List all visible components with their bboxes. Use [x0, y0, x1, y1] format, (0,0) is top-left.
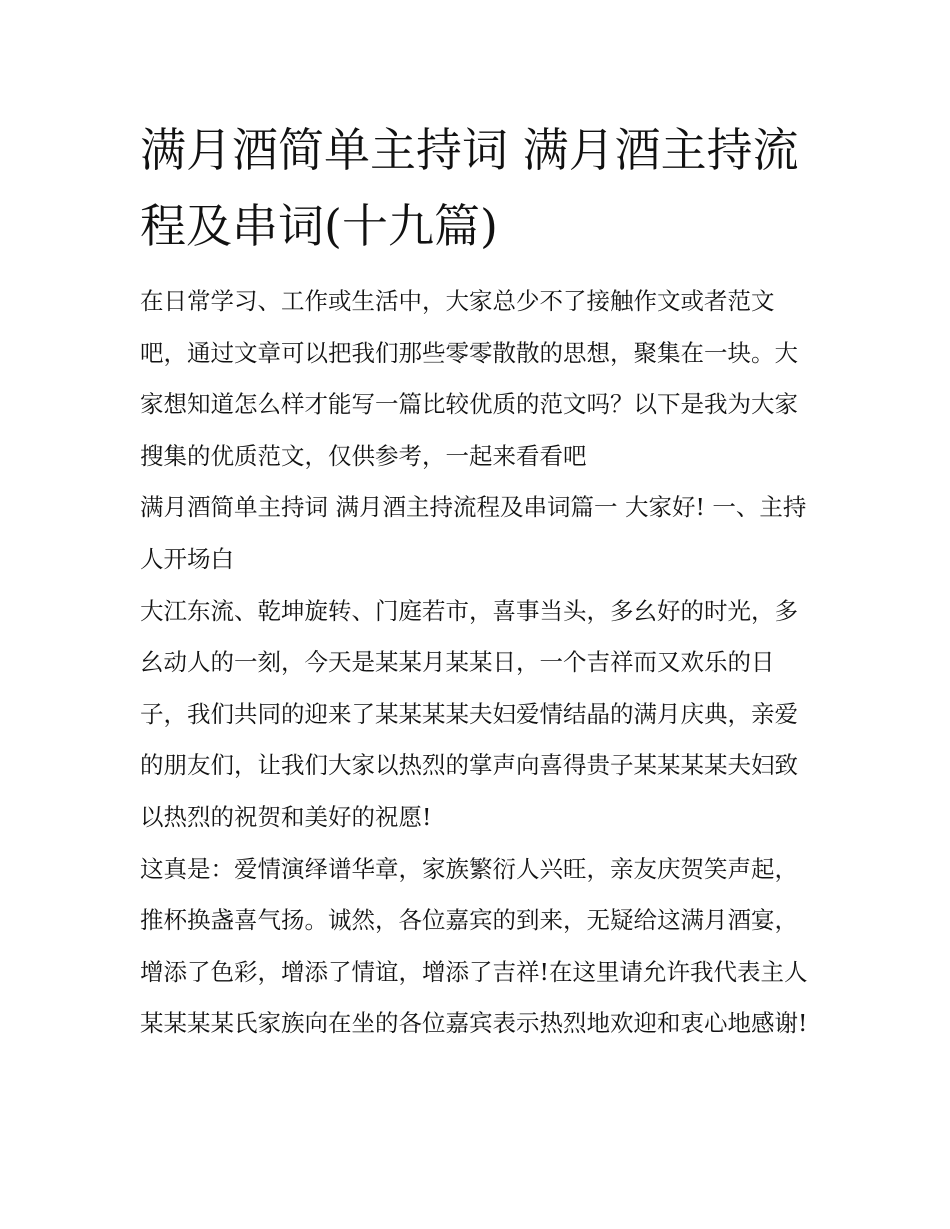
- paragraph-intro: 在日常学习、工作或生活中，大家总少不了接触作文或者范文吧，通过文章可以把我们那些零零散散的思想，聚集在一块。大家想知道怎么样才能写一篇比较优质的范文吗？以下是我为大家搜集的优质范文，仅供参考，一起来看看吧: [140, 287, 798, 470]
- paragraph-opening-speech: 大江东流、乾坤旋转、门庭若市，喜事当头，多幺好的时光，多幺动人的一刻，今天是某某月某某日，一个吉祥而又欢乐的日子，我们共同的迎来了某某某某夫妇爱情结晶的满月庆典，亲爱的朋友们，让我们大家以热烈的掌声向喜得贵子某某某某夫妇致以热烈的祝贺和美好的祝愿!: [140, 596, 798, 831]
- document-page: [140, 112, 816, 1050]
- paragraph-section-heading: 满月酒简单主持词 满月酒主持流程及串词篇一 大家好! 一、主持人开场白: [140, 493, 807, 573]
- paragraph-welcome: 这真是：爱情演绎谱华章，家族繁衍人兴旺，亲友庆贺笑声起，推杯换盏喜气扬。诚然，各位嘉宾的到来，无疑给这满月酒宴，增添了色彩，增添了情谊，增添了吉祥!在这里请允许我代表主人某某某某氏家族向在坐的各位嘉宾表示热烈地欢迎和衷心地感谢!: [140, 854, 808, 1038]
- document-body: [140, 276, 816, 1050]
- document-title: 满月酒简单主持词 满月酒主持流程及串词(十九篇): [140, 123, 799, 253]
